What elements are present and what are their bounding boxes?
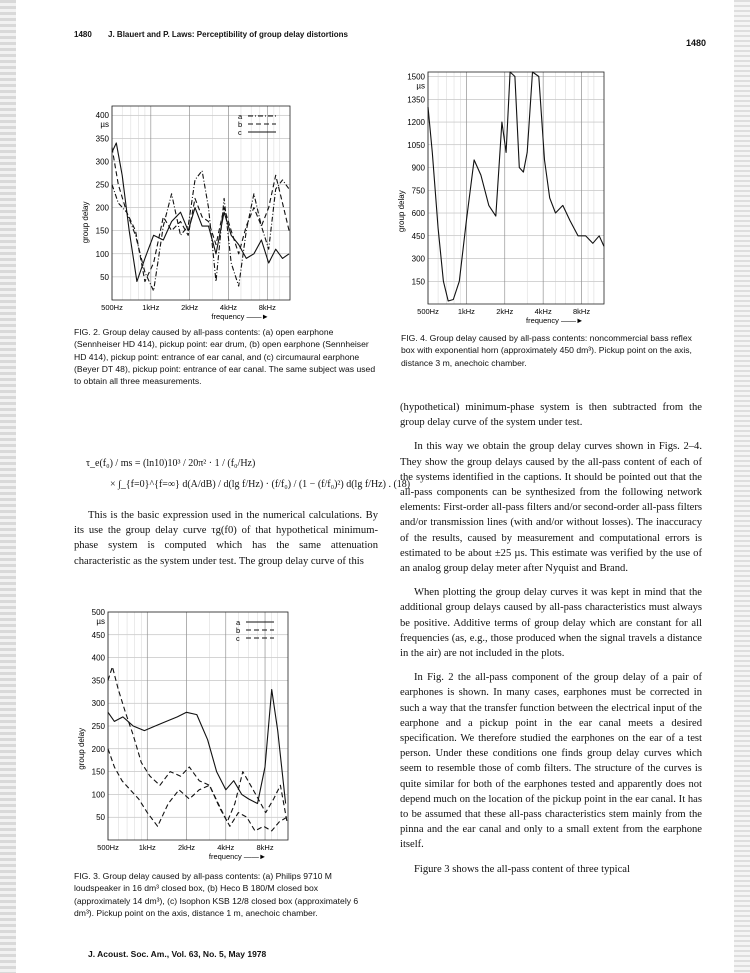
- y-tick-label: 300: [411, 254, 425, 264]
- paragraph: Figure 3 shows the all-pass content of three typical: [414, 863, 630, 875]
- x-tick-label: 8kHz: [256, 843, 274, 852]
- y-tick-label: 300: [91, 699, 105, 709]
- y-tick-label: 50: [100, 272, 109, 282]
- y-tick-label: 300: [95, 157, 109, 167]
- legend-label: b: [236, 626, 241, 635]
- y-tick-label: 100: [91, 790, 105, 800]
- paragraph: When plotting the group delay curves it was kept in mind that the additional group delays caused by all-pass characteristics must always be positive. Additive terms of group delay which are constant for all frequencies (as, e.g., those produced when the signal travels a distance in the air) are not included in the plots.: [400, 587, 702, 660]
- y-tick-label: 1050: [407, 140, 425, 150]
- equation-line-2: × ∫_{f=0}^{f=∞} d(A/dB) / d(lg f/Hz) · (f/f₀) / (1 − (f/f₀)²) d(lg f/Hz) . (18): [110, 479, 411, 490]
- y-tick-label: 450: [91, 630, 105, 640]
- x-tick-label: 4kHz: [219, 303, 238, 312]
- figure-3: [78, 604, 300, 870]
- y-tick-label: 350: [91, 676, 105, 686]
- x-tick-label: 8kHz: [258, 303, 276, 312]
- y-tick-label: 200: [95, 203, 109, 213]
- y-unit-label: µs: [416, 81, 425, 91]
- left-column-text: [74, 508, 378, 578]
- y-tick-label: 150: [411, 277, 425, 287]
- x-tick-label: 500Hz: [417, 307, 439, 316]
- y-tick-label: 450: [411, 231, 425, 241]
- y-tick-label: 600: [411, 209, 425, 219]
- x-tick-label: 4kHz: [534, 307, 552, 316]
- y-unit-label: µs: [100, 120, 109, 130]
- y-tick-label: 750: [411, 186, 425, 196]
- header-page-number: 1480: [74, 30, 92, 39]
- scan-edge-right: [734, 0, 750, 973]
- y-tick-label: 250: [91, 722, 105, 731]
- x-tick-label: 8kHz: [572, 307, 591, 316]
- paragraph: (hypothetical) minimum-phase system is then subtracted from the group delay curve of the system under test.: [400, 402, 702, 429]
- y-tick-label: 50: [96, 813, 105, 823]
- y-tick-label: 150: [95, 226, 109, 236]
- y-tick-label: 400: [95, 111, 109, 121]
- x-tick-label: 500Hz: [101, 303, 123, 312]
- x-tick-label: 4kHz: [217, 843, 235, 852]
- x-tick-label: 2kHz: [181, 303, 199, 312]
- y-axis-label: group delay: [77, 727, 86, 770]
- legend-label: c: [238, 128, 242, 137]
- legend-label: a: [238, 112, 243, 121]
- legend-label: b: [238, 120, 243, 129]
- y-tick-label: 250: [95, 180, 109, 190]
- paragraph: In Fig. 2 the all-pass component of the group delay of a pair of earphones is shown. In many cases, earphones must be corrected in such a way that the transfer function between the electrical input of the earphone and a pickup point in the ear canal meets a desired specification. We therefore studied the earphones on the ear of a test person. Under these conditions one finds group delay curves which seem to resemble those of comb filters. The structure of the curves is quite similar for both of the earphones tested and apparently does not depend much on the location of the pickup point in the ear canal. It has to be assumed that these all-pass characteristics stem mainly from the pinna and the ear canal and only to a small extent from the earphone itself.: [400, 672, 702, 851]
- running-header: [74, 30, 348, 39]
- figure-3-chart: [78, 604, 300, 870]
- x-axis-label: frequency ——►: [211, 312, 269, 321]
- y-tick-label: 900: [411, 163, 425, 173]
- series-line-main: [428, 72, 604, 301]
- figure-2-caption: FIG. 2. Group delay caused by all-pass contents: (a) open earphone (Sennheiser HD 414), pickup point: ear drum, (b) open earphone (Sennheiser HD 414), pickup point: entrance of ear canal, and (c) circumaural earphone (Beyer DT 48), pickup point: entrance of ear canal. The same subject was used to obtain all three measurements.: [74, 327, 376, 387]
- y-tick-label: 1350: [407, 95, 425, 105]
- x-tick-label: 1kHz: [138, 843, 156, 852]
- journal-footer: J. Acoust. Soc. Am., Vol. 63, No. 5, May 1978: [88, 949, 267, 959]
- series-line-b: [112, 148, 289, 282]
- series-line-b: [108, 667, 287, 822]
- x-tick-label: 1kHz: [457, 307, 475, 316]
- legend-label: c: [236, 634, 240, 643]
- x-tick-label: 500Hz: [97, 843, 119, 852]
- y-tick-label: 400: [91, 653, 105, 663]
- corner-page-number: 1480: [686, 38, 707, 48]
- y-tick-label: 1500: [407, 72, 425, 82]
- y-tick-label: 350: [95, 134, 109, 144]
- figure-4-chart: [394, 62, 616, 332]
- grid: [112, 106, 290, 300]
- header-running-title: J. Blauert and P. Laws: Perceptibility of group delay distortions: [108, 30, 348, 39]
- grid: [108, 612, 288, 840]
- figure-4-caption: FIG. 4. Group delay caused by all-pass contents: noncommercial bass reflex box with exponential horn (approximately 450 dm³). Pickup point on the axis, distance 3 m, anechoic chamber.: [401, 333, 692, 368]
- figure-4: [394, 62, 616, 332]
- equation-18: [86, 458, 411, 504]
- x-tick-label: 2kHz: [496, 307, 514, 316]
- y-tick-label: 200: [91, 744, 105, 754]
- x-axis-label: frequency ——►: [525, 316, 584, 325]
- series-line-c: [112, 143, 289, 282]
- y-tick-label: 1200: [407, 118, 425, 128]
- equation-line-1: τ_e(f₀) / ms = (ln10)10³ / 20π² · 1 / (f₀/Hz): [86, 458, 256, 469]
- y-tick-label: 150: [91, 767, 105, 777]
- figure-3-caption: FIG. 3. Group delay caused by all-pass contents: (a) Philips 9710 M loudspeaker in 16 dm³ closed box, (b) Heco B 180/M closed box (approximately 14 dm³), (c) Isophon KSB 12/8 closed box (approximately 6 dm³). Pickup point on the axis, distance 1 m, anechoic chamber.: [74, 871, 359, 918]
- x-tick-label: 2kHz: [177, 843, 196, 852]
- paragraph: This is the basic expression used in the numerical calculations. By its use the group delay curve τg(f0) of that hypothetical minimum-phase system is computed which has the same attenuation characteristic as the system under test. The group delay curve of this: [74, 510, 378, 567]
- scan-edge-left: [0, 0, 16, 973]
- plot-frame: [112, 106, 290, 300]
- legend-label: a: [236, 618, 241, 627]
- y-unit-label: µs: [96, 617, 105, 626]
- right-column-text: [400, 400, 702, 886]
- y-axis-label: group delay: [81, 201, 90, 244]
- x-axis-label: frequency ——►: [208, 852, 267, 861]
- x-tick-label: 1kHz: [142, 303, 160, 312]
- y-axis-label: group delay: [397, 190, 406, 233]
- y-tick-label: 100: [95, 249, 109, 259]
- figure-2-chart: [80, 92, 300, 322]
- y-tick-label: 500: [91, 608, 105, 617]
- figure-2: [80, 92, 300, 322]
- paragraph: In this way we obtain the group delay curves shown in Figs. 2–4. They show the group delays caused by the all-pass content of each of the systems identified in the captions. It should be pointed out that the all-pass components can be synthesized from the following network elements: First-order all-pass filters and/or second-order all-pass filters and/or transmission lines (with and/or without losses). The inaccuracy of the results, caused by measurement and computational errors is estimated to be about ±25 µs. This estimate was verified by the use of an analog group delay meter after Nyquist and Brand.: [400, 441, 702, 575]
